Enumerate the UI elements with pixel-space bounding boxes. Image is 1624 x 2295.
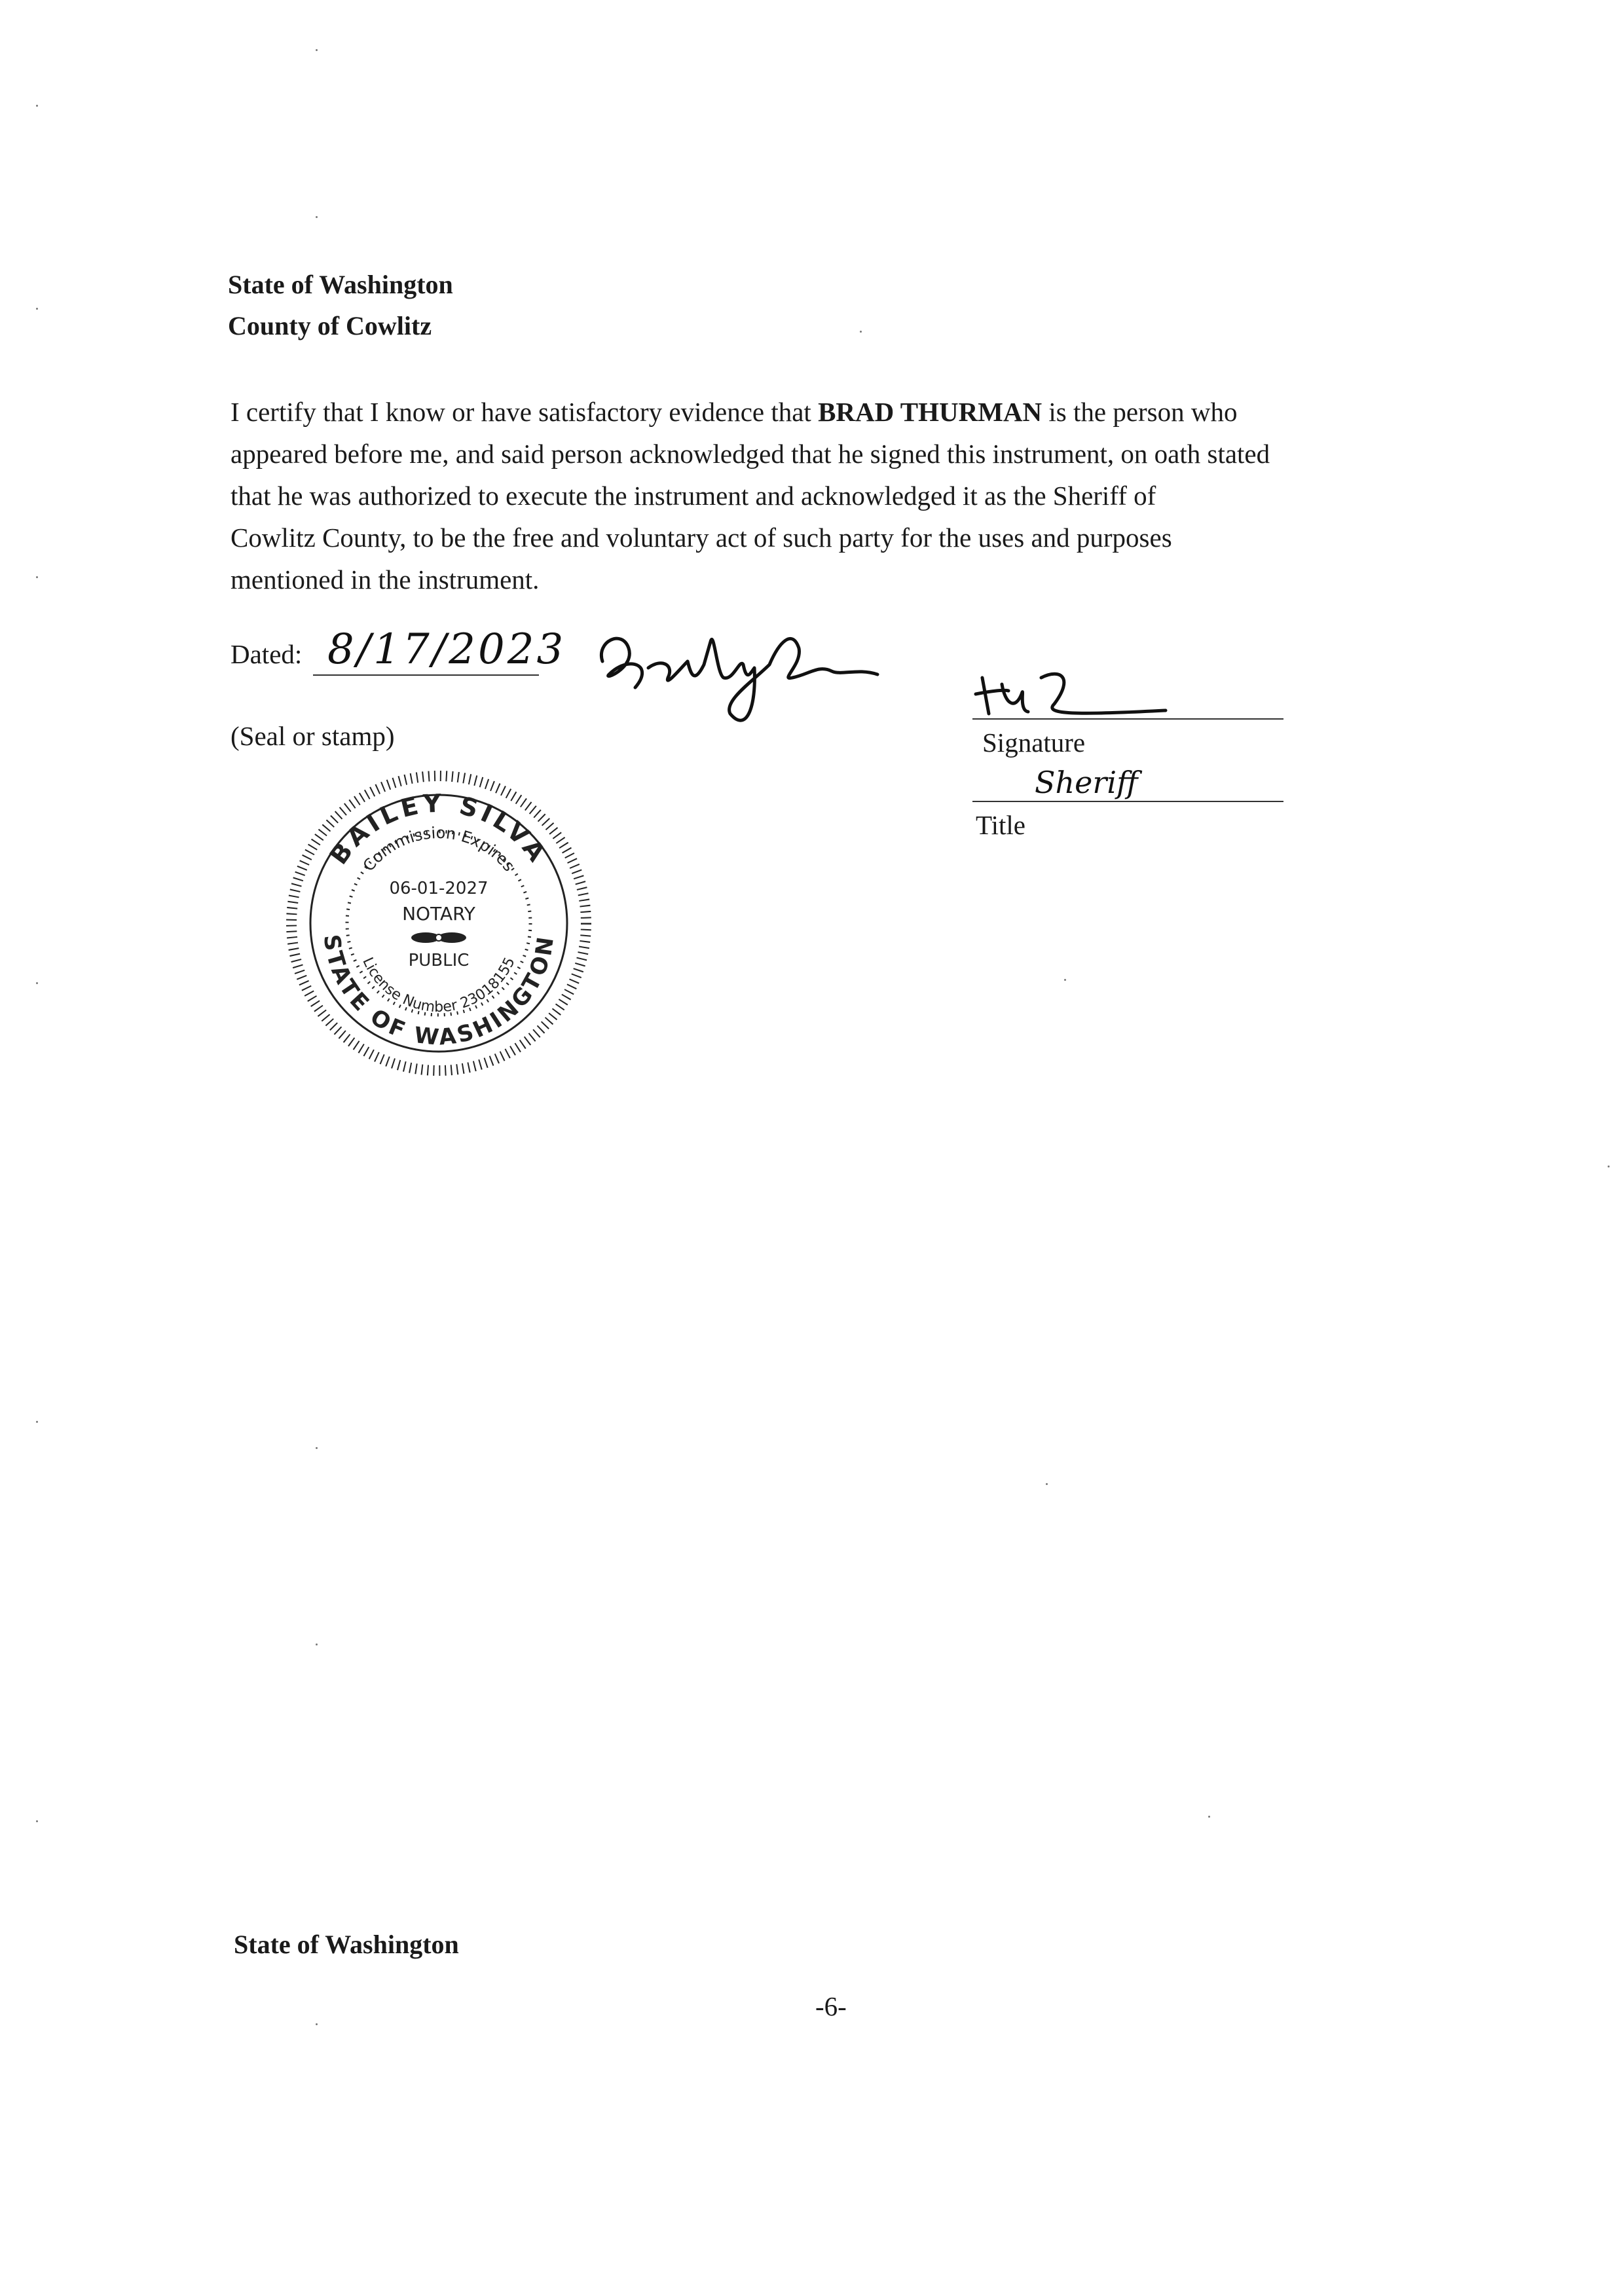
- notary-signature-image: [583, 602, 884, 733]
- svg-text:Commission Expires: Commission Expires: [359, 823, 519, 875]
- certification-line-1: [231, 391, 1462, 433]
- scan-speck: [316, 49, 318, 51]
- scan-speck: [36, 308, 38, 310]
- scan-speck: [316, 1447, 318, 1449]
- scan-speck: [860, 331, 862, 333]
- page-number: -6-: [815, 1991, 847, 2021]
- dated-value: 8/17/2023: [327, 625, 566, 674]
- signature-label: Signature: [982, 727, 1086, 758]
- certification-line-2: appeared before me, and said person acknowledged that he signed this instrument, on oath stated: [231, 439, 1270, 469]
- certification-text: is the person who: [1042, 397, 1238, 427]
- certification-paragraph: [231, 391, 1462, 600]
- signature-line: [972, 718, 1283, 720]
- dated-label: Dated:: [231, 639, 303, 669]
- state-heading: State of Washington: [228, 270, 453, 299]
- scan-speck: [1208, 1816, 1210, 1818]
- scan-speck: [316, 1643, 318, 1645]
- dated-underline: [313, 674, 539, 676]
- footer-state-heading: State of Washington: [234, 1930, 459, 1959]
- notary-seal-image: [282, 766, 596, 1080]
- scan-speck: [1064, 979, 1066, 981]
- title-value: Sheriff: [1035, 765, 1138, 800]
- svg-text:NOTARY: NOTARY: [402, 903, 475, 925]
- county-heading: County of Cowlitz: [228, 311, 432, 340]
- scan-speck: [316, 216, 318, 218]
- title-label: Title: [976, 810, 1025, 840]
- scan-speck: [36, 576, 38, 578]
- person-name: BRAD THURMAN: [818, 397, 1043, 427]
- scan-speck: [36, 1421, 38, 1423]
- scan-speck: [36, 1820, 38, 1822]
- scan-speck: [316, 2023, 318, 2025]
- certification-line-4: Cowlitz County, to be the free and voluntary act of such party for the uses and purposes: [231, 523, 1172, 553]
- svg-text:PUBLIC: PUBLIC: [408, 951, 470, 970]
- title-line: [972, 801, 1283, 802]
- certification-line-5: mentioned in the instrument.: [231, 564, 540, 595]
- svg-text:STATE OF WASHINGTON: STATE OF WASHINGTON: [318, 932, 560, 1052]
- svg-text:License Number 23018155: License Number 23018155: [359, 955, 519, 1016]
- certification-line-3: that he was authorized to execute the instrument and acknowledged it as the Sheriff of: [231, 481, 1156, 511]
- svg-text:BAILEY SILVA: BAILEY SILVA: [323, 788, 554, 870]
- seal-label: (Seal or stamp): [231, 721, 395, 751]
- svg-text:06-01-2027: 06-01-2027: [389, 879, 489, 898]
- sheriff-signature-image: [969, 665, 1179, 724]
- scan-speck: [36, 982, 38, 984]
- scan-speck: [1046, 1483, 1048, 1485]
- certification-text: I certify that I know or have satisfactory evidence that: [231, 397, 819, 427]
- scan-speck: [36, 105, 38, 107]
- scan-speck: [1608, 1166, 1610, 1167]
